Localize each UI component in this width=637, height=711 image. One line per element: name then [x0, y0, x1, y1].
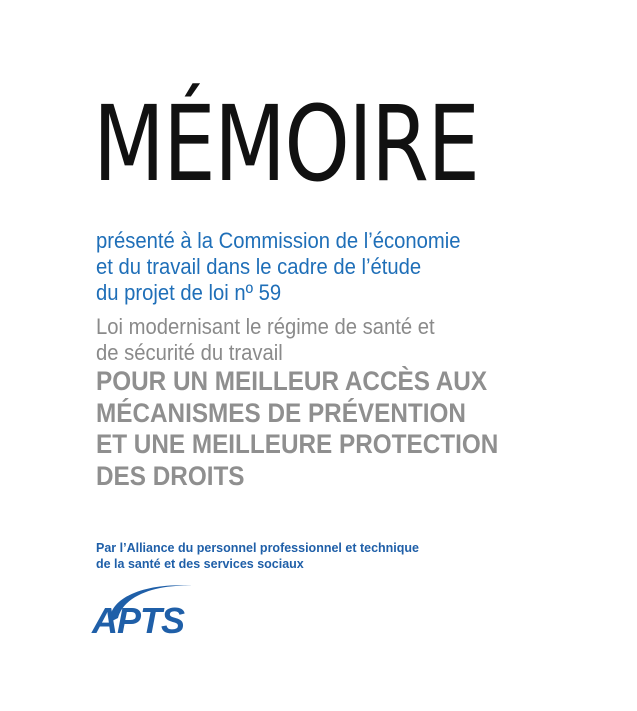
headline-line: ET UNE MEILLEURE PROTECTION: [96, 429, 499, 459]
law-title: [96, 314, 435, 366]
law-title-line: de sécurité du travail: [96, 340, 283, 365]
commission-subtitle: [96, 228, 461, 306]
apts-logo-icon: [88, 578, 208, 648]
headline-line: POUR UN MEILLEUR ACCÈS AUX: [96, 366, 488, 396]
logo-text: APTS: [92, 600, 185, 641]
author-line: de la santé et des services sociaux: [96, 557, 304, 571]
document-title: MÉMOIRE: [93, 83, 479, 205]
author-credit: [96, 540, 419, 572]
headline-line: DES DROITS: [96, 460, 245, 491]
headline-line: MÉCANISMES DE PRÉVENTION: [96, 397, 466, 428]
subtitle-line: et du travail dans le cadre de l’étude: [96, 254, 422, 279]
subtitle-line: du projet de loi nº 59: [96, 280, 282, 305]
headline: [96, 366, 498, 492]
law-title-line: Loi modernisant le régime de santé et: [96, 314, 435, 339]
subtitle-line: présenté à la Commission de l’économie: [96, 228, 461, 253]
author-line: Par l’Alliance du personnel professionnel et technique: [96, 541, 419, 555]
